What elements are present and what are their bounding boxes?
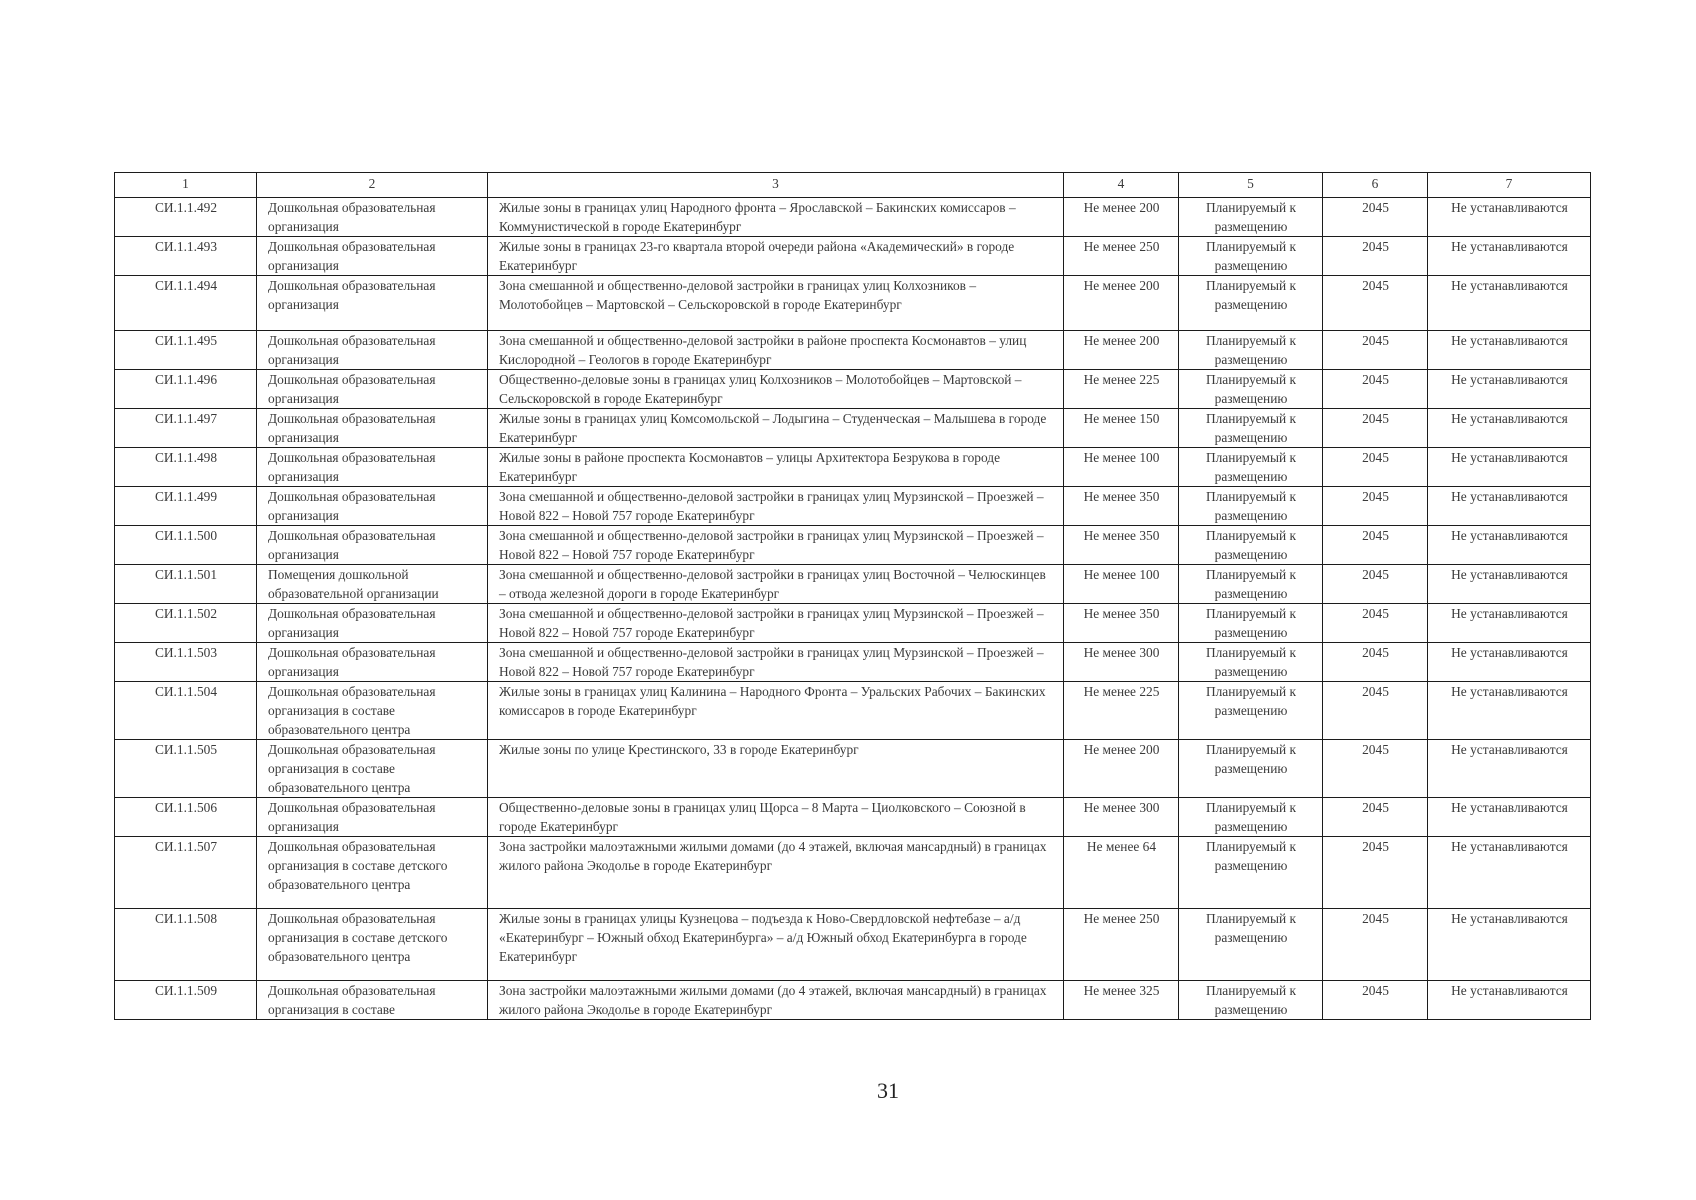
cell-location-zone: Зона смешанной и общественно-деловой застройки в границах улиц Восточной – Челюскинцев – отвода железной дороги в городе Екатеринбург [488,565,1064,604]
cell-status: Планируемый к размещению [1179,198,1323,237]
cell-target-year: 2045 [1323,276,1428,331]
table-row [115,682,1591,740]
cell-zone-restrictions: Не устанавливаются [1428,331,1591,370]
cell-target-year: 2045 [1323,740,1428,798]
table-row [115,526,1591,565]
cell-target-year: 2045 [1323,198,1428,237]
cell-object-code: СИ.1.1.504 [115,682,257,740]
table-row [115,487,1591,526]
cell-zone-restrictions: Не устанавливаются [1428,526,1591,565]
table-row [115,276,1591,331]
cell-object-name: Дошкольная образовательная организация в составе образовательного центра [257,682,488,740]
cell-capacity: Не менее 200 [1064,331,1179,370]
cell-zone-restrictions: Не устанавливаются [1428,604,1591,643]
cell-location-zone: Жилые зоны в границах улиц Калинина – Народного Фронта – Уральских Рабочих – Бакинских комиссаров в городе Екатеринбург [488,682,1064,740]
table-row [115,798,1591,837]
cell-status: Планируемый к размещению [1179,526,1323,565]
table-row [115,909,1591,981]
cell-capacity: Не менее 300 [1064,643,1179,682]
cell-status: Планируемый к размещению [1179,798,1323,837]
cell-capacity: Не менее 250 [1064,237,1179,276]
cell-capacity: Не менее 150 [1064,409,1179,448]
cell-zone-restrictions: Не устанавливаются [1428,740,1591,798]
cell-target-year: 2045 [1323,798,1428,837]
cell-location-zone: Зона смешанной и общественно-деловой застройки в границах улиц Мурзинской – Проезжей – Новой 822 – Новой 757 городе Екатеринбург [488,526,1064,565]
table-row [115,370,1591,409]
cell-target-year: 2045 [1323,604,1428,643]
cell-status: Планируемый к размещению [1179,565,1323,604]
cell-capacity: Не менее 100 [1064,448,1179,487]
cell-capacity: Не менее 225 [1064,370,1179,409]
cell-location-zone: Жилые зоны в границах 23-го квартала второй очереди района «Академический» в городе Екатеринбург [488,237,1064,276]
cell-zone-restrictions: Не устанавливаются [1428,370,1591,409]
cell-status: Планируемый к размещению [1179,370,1323,409]
cell-object-code: СИ.1.1.509 [115,981,257,1020]
cell-target-year: 2045 [1323,448,1428,487]
column-header-6: 6 [1323,173,1428,198]
cell-status: Планируемый к размещению [1179,487,1323,526]
cell-location-zone: Общественно-деловые зоны в границах улиц Щорса – 8 Марта – Циолковского – Союзной в городе Екатеринбург [488,798,1064,837]
cell-object-name: Дошкольная образовательная организация [257,448,488,487]
cell-location-zone: Зона смешанной и общественно-деловой застройки в районе проспекта Космонавтов – улиц Кислородной – Геологов в городе Екатеринбург [488,331,1064,370]
cell-location-zone: Общественно-деловые зоны в границах улиц Колхозников – Молотобойцев – Мартовской – Сельскоровской в городе Екатеринбург [488,370,1064,409]
cell-object-name: Помещения дошкольной образовательной организации [257,565,488,604]
cell-object-code: СИ.1.1.501 [115,565,257,604]
cell-status: Планируемый к размещению [1179,331,1323,370]
cell-target-year: 2045 [1323,909,1428,981]
cell-target-year: 2045 [1323,837,1428,909]
cell-zone-restrictions: Не устанавливаются [1428,565,1591,604]
cell-status: Планируемый к размещению [1179,643,1323,682]
cell-location-zone: Зона смешанной и общественно-деловой застройки в границах улиц Мурзинской – Проезжей – Новой 822 – Новой 757 городе Екатеринбург [488,643,1064,682]
cell-zone-restrictions: Не устанавливаются [1428,487,1591,526]
cell-location-zone: Жилые зоны по улице Крестинского, 33 в городе Екатеринбург [488,740,1064,798]
cell-capacity: Не менее 100 [1064,565,1179,604]
cell-zone-restrictions: Не устанавливаются [1428,682,1591,740]
objects-table [114,172,1591,1020]
cell-object-name: Дошкольная образовательная организация [257,487,488,526]
cell-zone-restrictions: Не устанавливаются [1428,276,1591,331]
cell-object-code: СИ.1.1.493 [115,237,257,276]
column-header-2: 2 [257,173,488,198]
table-row [115,837,1591,909]
cell-object-code: СИ.1.1.496 [115,370,257,409]
cell-object-name: Дошкольная образовательная организация в составе [257,981,488,1020]
cell-status: Планируемый к размещению [1179,604,1323,643]
cell-zone-restrictions: Не устанавливаются [1428,448,1591,487]
cell-capacity: Не менее 325 [1064,981,1179,1020]
column-header-1: 1 [115,173,257,198]
cell-target-year: 2045 [1323,237,1428,276]
cell-capacity: Не менее 64 [1064,837,1179,909]
cell-status: Планируемый к размещению [1179,909,1323,981]
table-header [115,173,1591,198]
cell-status: Планируемый к размещению [1179,740,1323,798]
cell-zone-restrictions: Не устанавливаются [1428,409,1591,448]
cell-object-code: СИ.1.1.499 [115,487,257,526]
cell-capacity: Не менее 200 [1064,276,1179,331]
cell-zone-restrictions: Не устанавливаются [1428,198,1591,237]
cell-object-code: СИ.1.1.507 [115,837,257,909]
cell-status: Планируемый к размещению [1179,837,1323,909]
table-row [115,409,1591,448]
cell-object-name: Дошкольная образовательная организация [257,198,488,237]
column-header-5: 5 [1179,173,1323,198]
cell-object-name: Дошкольная образовательная организация в составе детского образовательного центра [257,909,488,981]
cell-object-name: Дошкольная образовательная организация [257,526,488,565]
cell-capacity: Не менее 200 [1064,198,1179,237]
cell-status: Планируемый к размещению [1179,409,1323,448]
table-row [115,237,1591,276]
cell-status: Планируемый к размещению [1179,682,1323,740]
cell-location-zone: Зона смешанной и общественно-деловой застройки в границах улиц Колхозников – Молотобойцев – Мартовской – Сельскоровской в городе Екатеринбург [488,276,1064,331]
table-row [115,981,1591,1020]
cell-location-zone: Жилые зоны в районе проспекта Космонавтов – улицы Архитектора Безрукова в городе Екатеринбург [488,448,1064,487]
cell-object-code: СИ.1.1.494 [115,276,257,331]
cell-status: Планируемый к размещению [1179,276,1323,331]
cell-object-name: Дошкольная образовательная организация [257,409,488,448]
table-row [115,604,1591,643]
column-header-7: 7 [1428,173,1591,198]
cell-target-year: 2045 [1323,643,1428,682]
cell-capacity: Не менее 225 [1064,682,1179,740]
cell-target-year: 2045 [1323,526,1428,565]
cell-object-code: СИ.1.1.508 [115,909,257,981]
cell-object-name: Дошкольная образовательная организация [257,331,488,370]
cell-capacity: Не менее 350 [1064,487,1179,526]
cell-location-zone: Жилые зоны в границах улиц Народного фронта – Ярославской – Бакинских комиссаров – Коммунистической в городе Екатеринбург [488,198,1064,237]
cell-zone-restrictions: Не устанавливаются [1428,909,1591,981]
cell-target-year: 2045 [1323,981,1428,1020]
cell-object-code: СИ.1.1.503 [115,643,257,682]
cell-zone-restrictions: Не устанавливаются [1428,237,1591,276]
cell-capacity: Не менее 350 [1064,604,1179,643]
cell-object-name: Дошкольная образовательная организация [257,370,488,409]
cell-zone-restrictions: Не устанавливаются [1428,837,1591,909]
cell-object-code: СИ.1.1.498 [115,448,257,487]
cell-target-year: 2045 [1323,409,1428,448]
table-row [115,740,1591,798]
cell-location-zone: Зона застройки малоэтажными жилыми домами (до 4 этажей, включая мансардный) в границах жилого района Экодолье в городе Екатеринбург [488,981,1064,1020]
cell-status: Планируемый к размещению [1179,981,1323,1020]
table-row [115,198,1591,237]
cell-target-year: 2045 [1323,331,1428,370]
cell-capacity: Не менее 200 [1064,740,1179,798]
cell-object-name: Дошкольная образовательная организация в составе детского образовательного центра [257,837,488,909]
table-row [115,331,1591,370]
cell-object-code: СИ.1.1.506 [115,798,257,837]
column-header-4: 4 [1064,173,1179,198]
cell-zone-restrictions: Не устанавливаются [1428,798,1591,837]
cell-target-year: 2045 [1323,682,1428,740]
cell-object-code: СИ.1.1.505 [115,740,257,798]
cell-location-zone: Жилые зоны в границах улиц Комсомольской – Лодыгина – Студенческая – Малышева в городе Екатеринбург [488,409,1064,448]
column-header-3: 3 [488,173,1064,198]
cell-object-code: СИ.1.1.502 [115,604,257,643]
cell-zone-restrictions: Не устанавливаются [1428,643,1591,682]
cell-target-year: 2045 [1323,370,1428,409]
cell-status: Планируемый к размещению [1179,448,1323,487]
cell-location-zone: Зона застройки малоэтажными жилыми домами (до 4 этажей, включая мансардный) в границах жилого района Экодолье в городе Екатеринбург [488,837,1064,909]
cell-status: Планируемый к размещению [1179,237,1323,276]
cell-object-name: Дошкольная образовательная организация в составе образовательного центра [257,740,488,798]
header-row [115,173,1591,198]
cell-location-zone: Зона смешанной и общественно-деловой застройки в границах улиц Мурзинской – Проезжей – Новой 822 – Новой 757 городе Екатеринбург [488,487,1064,526]
cell-object-name: Дошкольная образовательная организация [257,604,488,643]
cell-object-name: Дошкольная образовательная организация [257,276,488,331]
cell-capacity: Не менее 350 [1064,526,1179,565]
table-row [115,448,1591,487]
cell-object-code: СИ.1.1.500 [115,526,257,565]
cell-zone-restrictions: Не устанавливаются [1428,981,1591,1020]
page-number: 31 [877,1078,899,1103]
cell-object-code: СИ.1.1.497 [115,409,257,448]
cell-target-year: 2045 [1323,487,1428,526]
cell-object-name: Дошкольная образовательная организация [257,643,488,682]
cell-capacity: Не менее 300 [1064,798,1179,837]
cell-object-name: Дошкольная образовательная организация [257,798,488,837]
table-row [115,565,1591,604]
cell-target-year: 2045 [1323,565,1428,604]
cell-object-code: СИ.1.1.492 [115,198,257,237]
table-row [115,643,1591,682]
cell-object-name: Дошкольная образовательная организация [257,237,488,276]
table-body [115,198,1591,1020]
cell-location-zone: Зона смешанной и общественно-деловой застройки в границах улиц Мурзинской – Проезжей – Новой 822 – Новой 757 городе Екатеринбург [488,604,1064,643]
cell-location-zone: Жилые зоны в границах улицы Кузнецова – подъезда к Ново-Свердловской нефтебазе – а/д «Екатеринбург – Южный обход Екатеринбурга» – а/д Южный обход Екатеринбурга в городе Екатеринбург [488,909,1064,981]
cell-object-code: СИ.1.1.495 [115,331,257,370]
cell-capacity: Не менее 250 [1064,909,1179,981]
